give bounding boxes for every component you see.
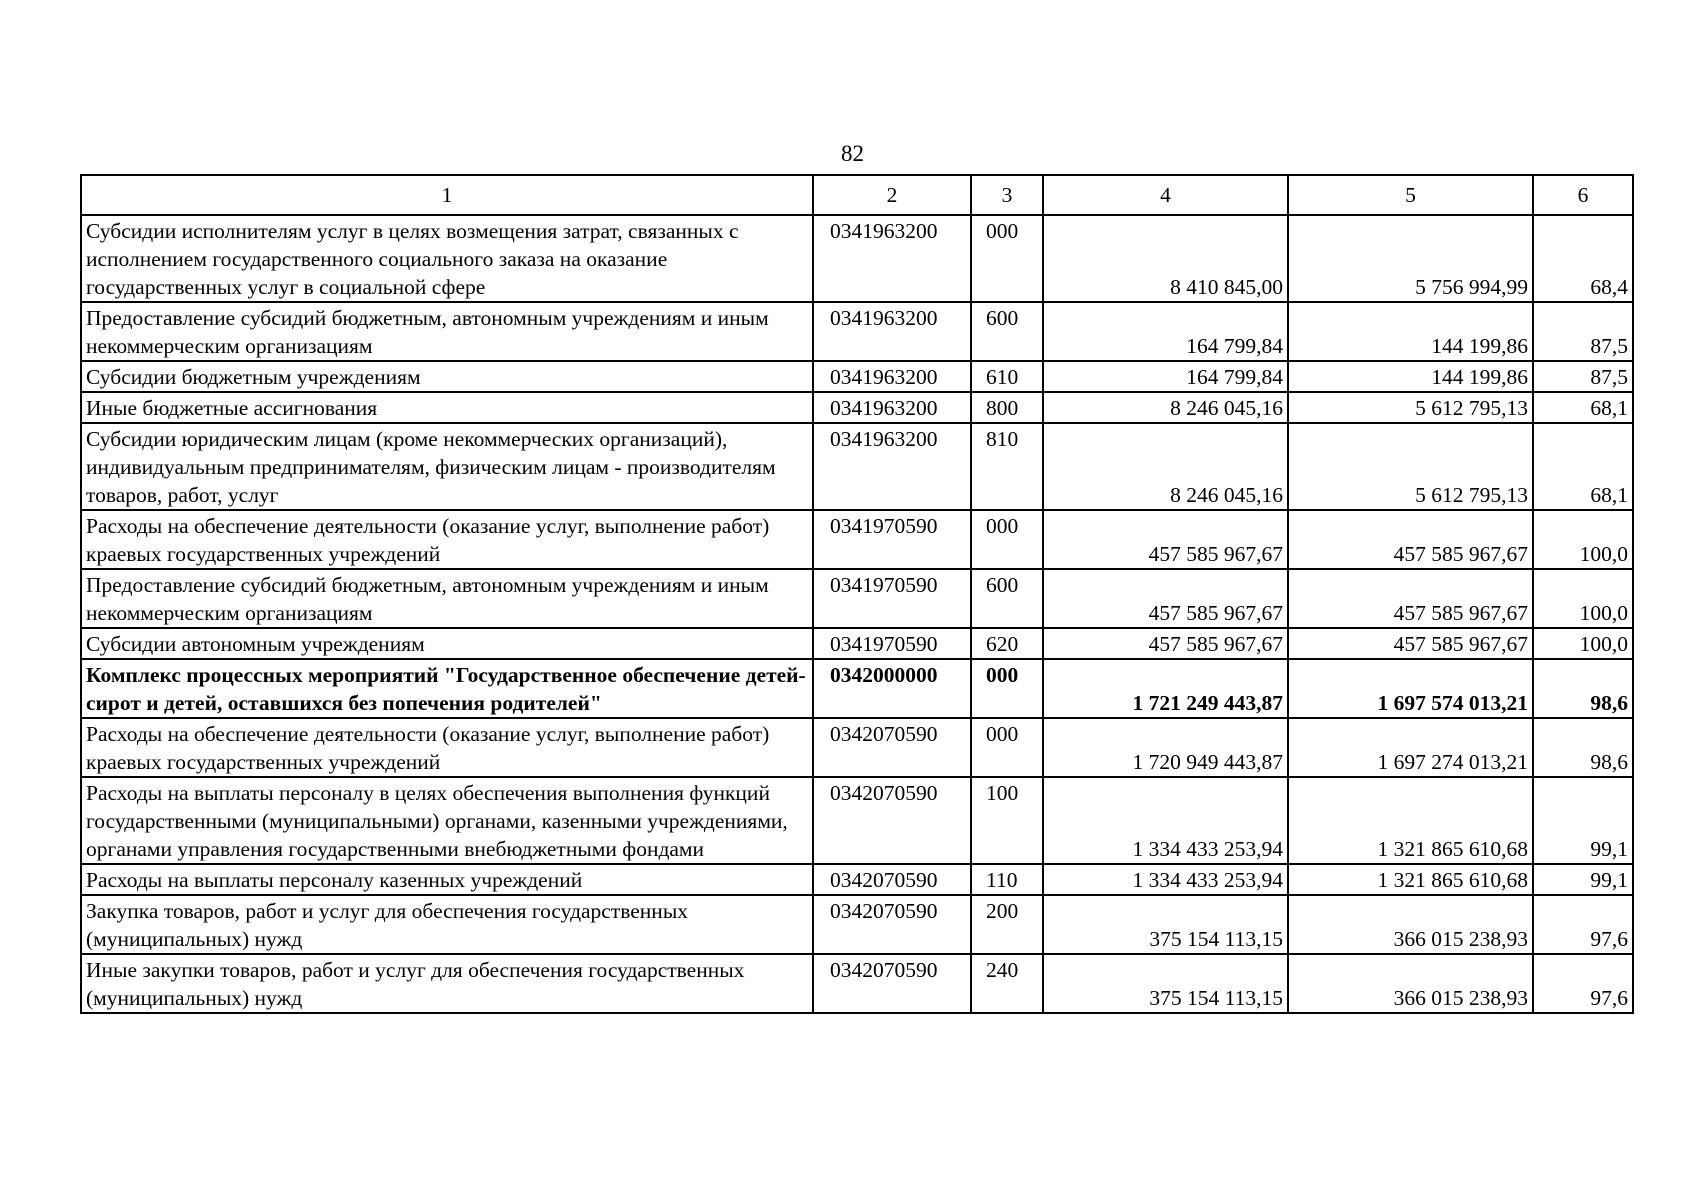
expense-type-code: 810: [971, 423, 1043, 510]
planned-amount: 8 410 845,00: [1043, 215, 1288, 302]
column-header-5: 5: [1288, 175, 1533, 215]
execution-percent: 100,0: [1533, 628, 1633, 659]
target-article-code: 0342070590: [813, 954, 971, 1013]
execution-percent: 68,1: [1533, 423, 1633, 510]
executed-amount: 1 321 865 610,68: [1288, 777, 1533, 864]
expense-type-code: 000: [971, 510, 1043, 569]
target-article-code: 0341963200: [813, 423, 971, 510]
expense-type-code: 240: [971, 954, 1043, 1013]
planned-amount: 375 154 113,15: [1043, 895, 1288, 954]
executed-amount: 1 697 574 013,21: [1288, 659, 1533, 718]
executed-amount: 5 612 795,13: [1288, 423, 1533, 510]
planned-amount: 164 799,84: [1043, 361, 1288, 392]
table-row: [81, 777, 1633, 864]
execution-percent: 87,5: [1533, 302, 1633, 361]
expense-type-code: 610: [971, 361, 1043, 392]
header-row: [81, 175, 1633, 215]
planned-amount: 8 246 045,16: [1043, 423, 1288, 510]
executed-amount: 457 585 967,67: [1288, 569, 1533, 628]
target-article-code: 0341963200: [813, 215, 971, 302]
executed-amount: 144 199,86: [1288, 361, 1533, 392]
expense-type-code: 110: [971, 864, 1043, 895]
expense-name: Субсидии исполнителям услуг в целях возмещения затрат, связанных с исполнением государственного социального заказа на оказание государственных услуг в социальной сфере: [81, 215, 813, 302]
planned-amount: 1 721 249 443,87: [1043, 659, 1288, 718]
expense-name: Расходы на выплаты персоналу казенных учреждений: [81, 864, 813, 895]
planned-amount: 1 720 949 443,87: [1043, 718, 1288, 777]
executed-amount: 1 697 274 013,21: [1288, 718, 1533, 777]
execution-percent: 68,1: [1533, 392, 1633, 423]
execution-percent: 98,6: [1533, 718, 1633, 777]
expense-name: Субсидии юридическим лицам (кроме некоммерческих организаций), индивидуальным предпринимателям, физическим лицам - производителям товаров, работ, услуг: [81, 423, 813, 510]
executed-amount: 144 199,86: [1288, 302, 1533, 361]
expense-name: Закупка товаров, работ и услуг для обеспечения государственных (муниципальных) нужд: [81, 895, 813, 954]
planned-amount: 457 585 967,67: [1043, 569, 1288, 628]
column-header-3: 3: [971, 175, 1043, 215]
expense-type-code: 600: [971, 569, 1043, 628]
expense-name: Иные закупки товаров, работ и услуг для обеспечения государственных (муниципальных) нужд: [81, 954, 813, 1013]
table-row: [81, 361, 1633, 392]
table-row: [81, 302, 1633, 361]
table-row: [81, 895, 1633, 954]
table-row: [81, 569, 1633, 628]
execution-percent: 68,4: [1533, 215, 1633, 302]
target-article-code: 0341970590: [813, 510, 971, 569]
expense-name: Предоставление субсидий бюджетным, автономным учреждениям и иным некоммерческим организациям: [81, 302, 813, 361]
planned-amount: 375 154 113,15: [1043, 954, 1288, 1013]
column-header-1: 1: [81, 175, 813, 215]
table-header: [81, 175, 1633, 215]
execution-percent: 97,6: [1533, 895, 1633, 954]
target-article-code: 0342070590: [813, 777, 971, 864]
execution-percent: 100,0: [1533, 510, 1633, 569]
executed-amount: 5 612 795,13: [1288, 392, 1533, 423]
table-row: [81, 628, 1633, 659]
executed-amount: 1 321 865 610,68: [1288, 864, 1533, 895]
executed-amount: 457 585 967,67: [1288, 628, 1533, 659]
target-article-code: 0342070590: [813, 718, 971, 777]
table-row: [81, 423, 1633, 510]
expense-type-code: 620: [971, 628, 1043, 659]
table-row: [81, 215, 1633, 302]
execution-percent: 97,6: [1533, 954, 1633, 1013]
execution-percent: 98,6: [1533, 659, 1633, 718]
execution-percent: 99,1: [1533, 777, 1633, 864]
target-article-code: 0342070590: [813, 895, 971, 954]
expense-type-code: 200: [971, 895, 1043, 954]
target-article-code: 0341963200: [813, 392, 971, 423]
target-article-code: 0342070590: [813, 864, 971, 895]
target-article-code: 0341963200: [813, 302, 971, 361]
executed-amount: 366 015 238,93: [1288, 895, 1533, 954]
target-article-code: 0342000000: [813, 659, 971, 718]
executed-amount: 5 756 994,99: [1288, 215, 1533, 302]
planned-amount: 1 334 433 253,94: [1043, 777, 1288, 864]
expense-type-code: 000: [971, 215, 1043, 302]
expense-name: Комплекс процессных мероприятий "Государственное обеспечение детей-сирот и детей, оставшихся без попечения родителей": [81, 659, 813, 718]
expense-name: Субсидии бюджетным учреждениям: [81, 361, 813, 392]
planned-amount: 8 246 045,16: [1043, 392, 1288, 423]
executed-amount: 366 015 238,93: [1288, 954, 1533, 1013]
expense-name: Расходы на обеспечение деятельности (оказание услуг, выполнение работ) краевых государственных учреждений: [81, 510, 813, 569]
table-row: [81, 510, 1633, 569]
expense-name: Субсидии автономным учреждениям: [81, 628, 813, 659]
execution-percent: 87,5: [1533, 361, 1633, 392]
executed-amount: 457 585 967,67: [1288, 510, 1533, 569]
table-row: [81, 864, 1633, 895]
expense-type-code: 100: [971, 777, 1043, 864]
column-header-2: 2: [813, 175, 971, 215]
page-number: 82: [841, 141, 864, 166]
expense-type-code: 000: [971, 718, 1043, 777]
planned-amount: 1 334 433 253,94: [1043, 864, 1288, 895]
column-header-4: 4: [1043, 175, 1288, 215]
table-row: [81, 718, 1633, 777]
table-row-section-total: [81, 659, 1633, 718]
planned-amount: 457 585 967,67: [1043, 510, 1288, 569]
execution-percent: 100,0: [1533, 569, 1633, 628]
column-header-6: 6: [1533, 175, 1633, 215]
table-row: [81, 392, 1633, 423]
planned-amount: 457 585 967,67: [1043, 628, 1288, 659]
expense-name: Расходы на обеспечение деятельности (оказание услуг, выполнение работ) краевых государственных учреждений: [81, 718, 813, 777]
expense-type-code: 000: [971, 659, 1043, 718]
target-article-code: 0341963200: [813, 361, 971, 392]
expense-name: Расходы на выплаты персоналу в целях обеспечения выполнения функций государственными (муниципальными) органами, казенными учреждениями, органами управления государственными внебюджетными фондами: [81, 777, 813, 864]
budget-execution-table: [80, 174, 1634, 1014]
expense-type-code: 800: [971, 392, 1043, 423]
table-body: [81, 215, 1633, 1013]
expense-type-code: 600: [971, 302, 1043, 361]
execution-percent: 99,1: [1533, 864, 1633, 895]
expense-name: Иные бюджетные ассигнования: [81, 392, 813, 423]
target-article-code: 0341970590: [813, 569, 971, 628]
target-article-code: 0341970590: [813, 628, 971, 659]
table-row: [81, 954, 1633, 1013]
expense-name: Предоставление субсидий бюджетным, автономным учреждениям и иным некоммерческим организациям: [81, 569, 813, 628]
planned-amount: 164 799,84: [1043, 302, 1288, 361]
